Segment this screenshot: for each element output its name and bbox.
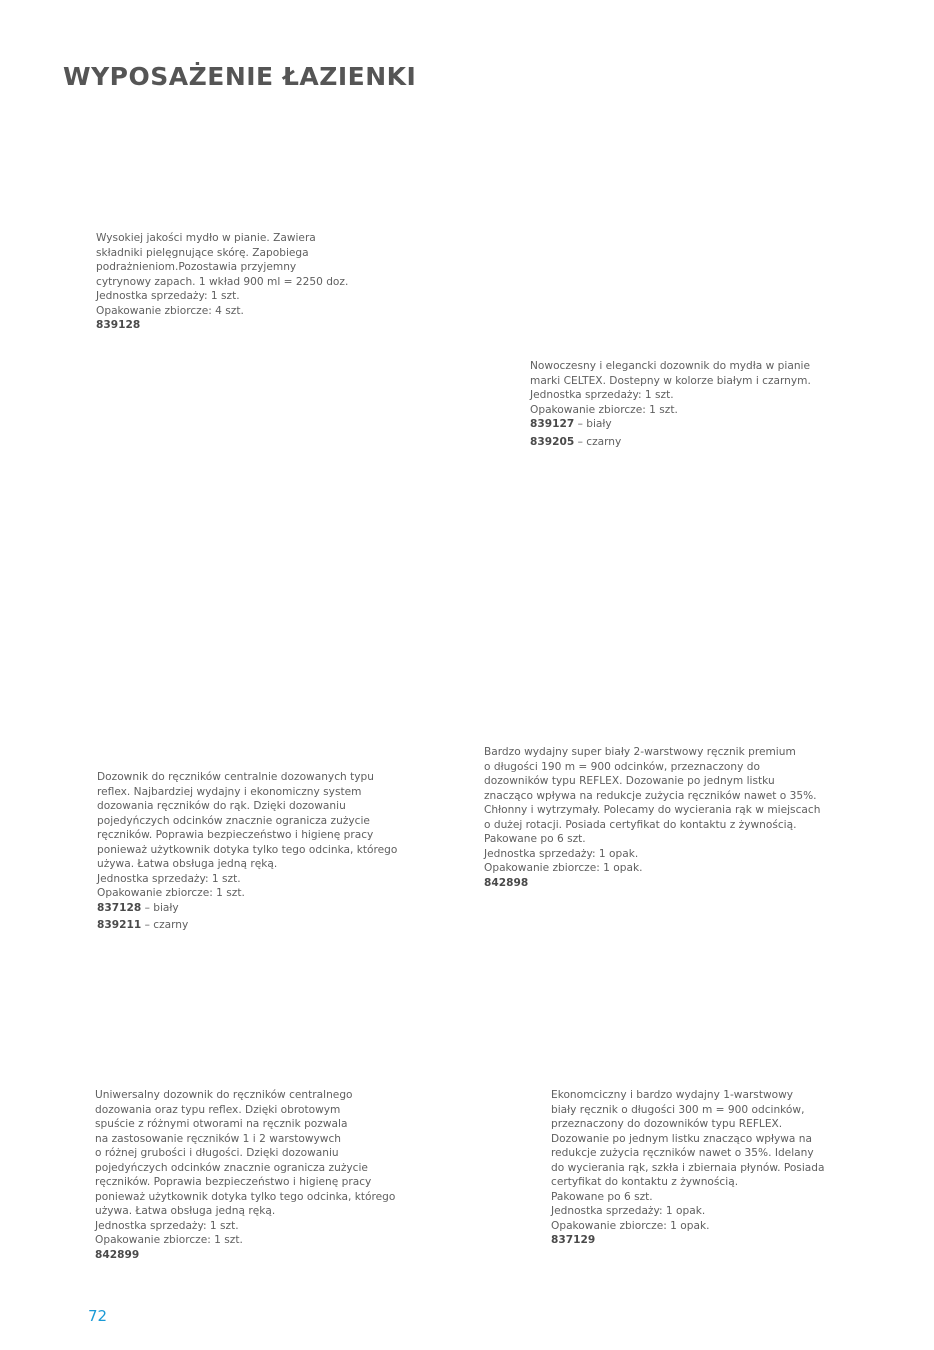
description-line: Opakowanie zbiorcze: 1 szt. — [95, 1234, 243, 1246]
description-line: Ekonomciczny i bardzo wydajny 1-warstwowy — [551, 1089, 794, 1101]
product-description-towel-premium — [484, 745, 820, 890]
description-line: używa. Łatwa obsługa jedną ręką. — [95, 1205, 276, 1217]
description-line: Opakowanie zbiorcze: 4 szt. — [96, 304, 244, 317]
description-line: do wycierania rąk, szkła i zbiernaia płynów. Posiada — [551, 1161, 825, 1174]
product-code: 839205 — [530, 435, 575, 448]
product-description-soap-refill — [96, 231, 348, 333]
description-line: ręczników. Poprawia bezpieczeństwo i higienę pracy — [97, 829, 374, 841]
description-line: na zastosowanie ręczników 1 i 2 warstowywch — [95, 1132, 341, 1145]
description-line: Jednostka sprzedaży: 1 szt. — [530, 389, 674, 401]
product-code: 842899 — [95, 1248, 140, 1261]
product-description-soap-dispenser — [530, 359, 811, 452]
product-code-row — [97, 918, 397, 933]
description-line: o długości 190 m = 900 odcinków, przeznaczony do — [484, 760, 760, 773]
product-description-towel-economic — [551, 1088, 824, 1248]
description-line: Bardzo wydajny super biały 2-warstwowy ręcznik premium — [484, 746, 796, 758]
description-line: dozowania ręczników do rąk. Dzięki dozowaniu — [97, 800, 346, 812]
page-number: 72 — [88, 1307, 108, 1325]
description-line: Jednostka sprzedaży: 1 opak. — [551, 1205, 706, 1217]
description-line: ręczników. Poprawia bezpieczeństwo i higienę pracy — [95, 1176, 372, 1188]
page-title: WYPOSAŻENIE ŁAZIENKI — [63, 62, 417, 91]
product-code: 839128 — [96, 319, 141, 331]
description-line: Wysokiej jakości mydło w pianie. Zawiera — [96, 232, 316, 244]
product-code-row — [97, 901, 397, 916]
description-line: dozowników typu REFLEX. Dozowanie po jednym listku — [484, 775, 775, 787]
description-line: certyfikat do kontaktu z żywnością. — [551, 1176, 739, 1188]
product-variant: – biały — [574, 418, 612, 430]
product-code: 837129 — [551, 1234, 596, 1246]
product-code: 837128 — [97, 901, 142, 914]
description-line: ponieważ użytkownik dotyka tylko tego odcinka, którego — [97, 843, 398, 856]
description-line: składniki pielęgnujące skórę. Zapobiega — [96, 246, 309, 259]
description-line: używa. Łatwa obsługa jedną ręką. — [97, 858, 278, 870]
description-line: biały ręcznik o długości 300 m = 900 odcinków, — [551, 1103, 805, 1116]
description-line: Opakowanie zbiorcze: 1 szt. — [530, 403, 678, 416]
description-line: Dozownik do ręczników centralnie dozowanych typu — [97, 771, 374, 783]
description-line: cytrynowy zapach. 1 wkład 900 ml = 2250 doz. — [96, 275, 349, 288]
product-variant: – czarny — [141, 919, 189, 931]
description-line: pojedyńczych odcinków znacznie ogranicza zużycie — [97, 814, 370, 827]
description-line: Nowoczesny i elegancki dozownik do mydła w pianie — [530, 360, 811, 372]
description-line: spuście z różnymi otworami na ręcznik pozwala — [95, 1118, 348, 1130]
description-line: Jednostka sprzedaży: 1 szt. — [95, 1219, 239, 1232]
description-line: podrażnieniom.Pozostawia przyjemny — [96, 261, 297, 273]
description-line: ponieważ użytkownik dotyka tylko tego odcinka, którego — [95, 1190, 396, 1203]
description-line: Jednostka sprzedaży: 1 szt. — [97, 872, 241, 885]
product-code: 839211 — [97, 919, 142, 931]
description-line: redukcje zużycia ręczników nawet o 35%. Idelany — [551, 1147, 814, 1159]
description-line: Dozowanie po jednym listku znacząco wpływa na — [551, 1132, 812, 1145]
product-code-row — [530, 417, 811, 432]
description-line: Chłonny i wytrzymały. Polecamy do wycierania rąk w miejscach — [484, 804, 821, 816]
description-line: znacząco wpływa na redukcje zużycia ręczników nawet o 35%. — [484, 789, 817, 802]
product-description-towel-dispenser-universal — [95, 1088, 395, 1262]
description-line: pojedyńczych odcinków znacznie ogranicza zużycie — [95, 1161, 368, 1174]
description-line: przeznaczony do dozowników typu REFLEX. — [551, 1118, 783, 1130]
description-line: Opakowanie zbiorcze: 1 opak. — [551, 1219, 710, 1232]
product-variant: – czarny — [574, 435, 622, 448]
product-description-towel-dispenser-reflex — [97, 770, 397, 936]
description-line: Uniwersalny dozownik do ręczników centralnego — [95, 1089, 353, 1101]
product-code: 839127 — [530, 418, 575, 430]
description-line: Pakowane po 6 szt. — [551, 1190, 653, 1203]
description-line: o różnej grubości i długości. Dzięki dozowaniu — [95, 1147, 339, 1159]
description-line: Opakowanie zbiorcze: 1 szt. — [97, 887, 245, 899]
description-line: reflex. Najbardziej wydajny i ekonomiczny system — [97, 785, 362, 798]
description-line: marki CELTEX. Dostepny w kolorze białym i czarnym. — [530, 374, 811, 387]
description-line: Jednostka sprzedaży: 1 szt. — [96, 290, 240, 302]
product-code-row — [530, 435, 811, 450]
description-line: dozowania oraz typu reflex. Dzięki obrotowym — [95, 1103, 341, 1116]
description-line: Jednostka sprzedaży: 1 opak. — [484, 847, 639, 860]
description-line: Pakowane po 6 szt. — [484, 833, 586, 845]
description-line: Opakowanie zbiorcze: 1 opak. — [484, 862, 643, 874]
description-line: o dużej rotacji. Posiada certyfikat do kontaktu z żywnością. — [484, 818, 797, 831]
product-variant: – biały — [141, 901, 179, 914]
product-code: 842898 — [484, 876, 529, 889]
